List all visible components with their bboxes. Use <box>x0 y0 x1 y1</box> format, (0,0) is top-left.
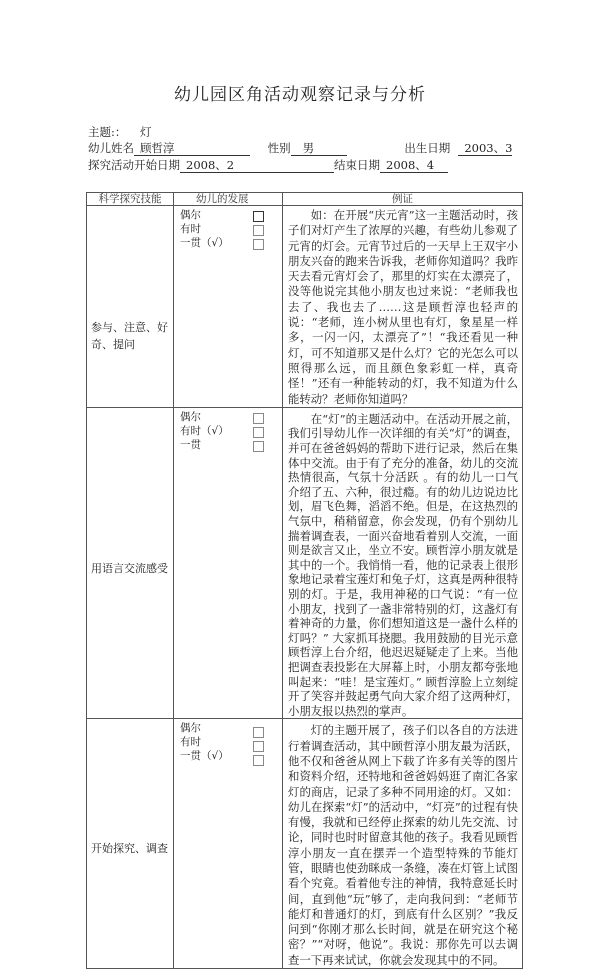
table-row <box>87 206 523 408</box>
birth-label: 出生日期 <box>404 141 451 155</box>
end-label: 结束日期 <box>334 158 380 172</box>
level-occasionally: 偶尔 <box>180 410 276 424</box>
table-row <box>87 407 523 718</box>
skill-cell <box>87 719 174 969</box>
name-value: 顾哲淳 <box>134 142 250 156</box>
birth-value: 2003、3 <box>458 142 512 156</box>
gender-label: 性别 <box>267 141 291 155</box>
start-label: 探究活动开始日期 <box>88 158 180 172</box>
table-row <box>87 719 523 969</box>
observation-table <box>86 192 523 969</box>
skill-cell <box>87 206 174 408</box>
start-value: 2008、2 <box>180 159 334 173</box>
development-cell <box>174 206 283 408</box>
column-header: 科学探究技能 <box>87 193 174 206</box>
checkbox[interactable] <box>253 211 264 222</box>
skill-label: 参与、注意、好奇、提问 <box>91 321 168 352</box>
example-cell: 在“灯”的主题活动中。在活动开展之前，我们引导幼儿作一次详细的有关“灯”的调查，并可在爸爸妈妈的帮助下进行记录，然后在集体中交流。由于有了充分的准备，幼儿的交流热情很高，气氛十分活跃 。有的幼儿一口气介绍了五、六种，很过瘾。有的幼儿边说边比划，眉飞色舞，滔滔不绝。但是，在这热烈的气氛中，稍稍留意，你会发现，仍有个别幼儿揣着调查表，一面兴奋地看着别人交流，一面则是欲言又止，坐立不安。顾哲淳小朋友就是其中的一个。我悄悄一看，他的记录表上很形象地记录着宝莲灯和兔子灯，这真是两种很特别的灯。于是，我用神秘的口气说：“有一位小朋友，找到了一盏非常特别的灯，这盏灯有着神奇的力量，你们想知道这是一盏什么样的灯吗？” 大家抓耳挠腮。我用鼓励的目光示意顾哲淳上台介绍，他迟迟疑疑走了上来。当他把调查表投影在大屏幕上时，小朋友都夸张地叫起来：“哇！是宝莲灯。” 顾哲淳脸上立刻绽开了笑容并鼓起勇气向大家介绍了这两种灯，小朋友报以热烈的掌声。 <box>283 407 523 718</box>
checkbox[interactable] <box>253 239 264 250</box>
name-label: 幼儿姓名 <box>88 141 134 155</box>
example-cell: 如：在开展“庆元宵”这一主题活动时，孩子们对灯产生了浓厚的兴趣，有些幼儿参观了元宵的灯会。元宵节过后的一天早上王双宇小朋友兴奋的跑来告诉我，老师你知道吗？我昨天去看元宵灯会了，那里的灯实在太漂亮了，没等他说完其他小朋友也过来说：“老师我也去了、我也去了……这是顾哲淳也轻声的说：“老师，连小树从里也有灯，象星星一样多，一闪一闪，太漂亮了”！“我还看见一种灯，可不知道那又是什么灯？它的光怎么可以照得那么远，而且颜色象彩虹一样，真奇怪！”还有一种能转动的灯，我不知道为什么能转动？老师你知道吗？ <box>283 206 523 408</box>
level-sometimes: 有时（√） <box>180 424 276 438</box>
level-sometimes: 有时 <box>180 222 276 236</box>
table-header-row <box>87 193 523 206</box>
topic-line <box>88 124 152 140</box>
checkbox[interactable] <box>253 755 264 766</box>
column-header: 例证 <box>283 193 523 206</box>
child-info-line <box>88 140 512 156</box>
gender-value: 男 <box>291 142 347 156</box>
level-occasionally: 偶尔 <box>180 721 276 735</box>
level-consistently: 一贯（√） <box>180 749 276 763</box>
development-cell <box>174 407 283 718</box>
topic-value: 灯 <box>140 125 152 139</box>
checkbox[interactable] <box>253 441 264 452</box>
skill-label: 用语言交流感受 <box>91 561 168 575</box>
column-header: 幼儿的发展 <box>174 193 283 206</box>
level-occasionally: 偶尔 <box>180 208 276 222</box>
date-line <box>88 157 448 173</box>
skill-cell <box>87 407 174 718</box>
page-title: 幼儿园区角活动观察记录与分析 <box>174 85 426 105</box>
topic-label: 主题:： <box>88 125 127 139</box>
level-sometimes: 有时 <box>180 735 276 749</box>
checkbox[interactable] <box>253 225 264 236</box>
checkbox[interactable] <box>253 413 264 424</box>
development-cell <box>174 719 283 969</box>
end-value: 2008、4 <box>380 159 448 173</box>
skill-label: 开始探究、调查 <box>91 842 168 856</box>
level-consistently: 一贯（√） <box>180 236 276 250</box>
level-consistently: 一贯 <box>180 438 276 452</box>
checkbox[interactable] <box>253 427 264 438</box>
example-cell: 灯的主题开展了，孩子们以各自的方法进行着调查活动，其中顾哲淳小朋友最为活跃，他不仅和爸爸从网上下载了许多有关等的图片和资料介绍，还特地和爸爸妈妈逛了南汇各家灯的商店，记录了多种不同用途的灯。又如：幼儿在探索“灯”的活动中，“灯亮”的过程有快有慢，我就和已经停止探索的幼儿先交流、讨论，同时也时时留意其他的孩子。我看见顾哲淳小朋友一直在摆弄一个造型特殊的节能灯管，眼睛也使劲眯成一条缝，凑在灯管上试图看个究竟。看着他专注的神情，我特意延长时间，直到他“玩”够了，走向我问到：“老师节能灯和普通灯的灯，到底有什么区别？”我反问到“你刚才那么长时间，就是在研究这个秘密？”“对呀，他说”。我说：那你先可以去调查一下再来试试，你就会发现其中的不同。 <box>283 719 523 969</box>
